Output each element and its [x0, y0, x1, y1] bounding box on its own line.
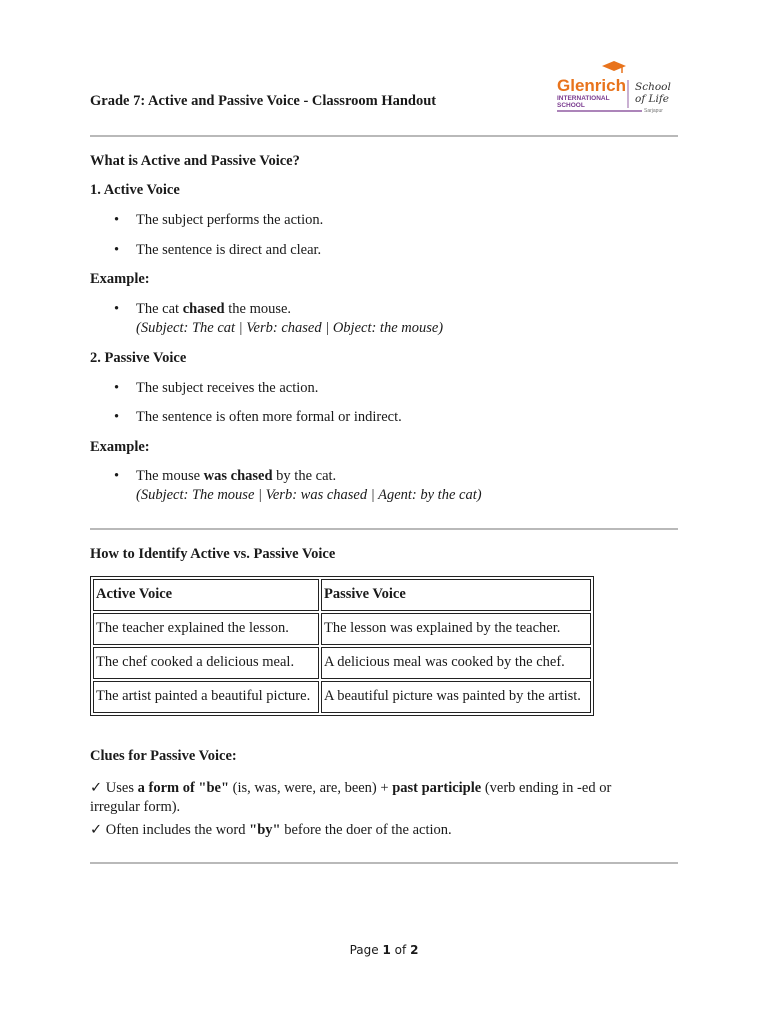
list-item: • The subject receives the action. — [114, 380, 319, 396]
table-row — [93, 681, 591, 713]
comparison-table — [90, 576, 594, 716]
table-cell: The chef cooked a delicious meal. — [93, 647, 319, 679]
active-voice-heading: 1. Active Voice — [90, 182, 180, 198]
page-title: Grade 7: Active and Passive Voice - Classroom Handout — [90, 93, 437, 109]
section-heading: What is Active and Passive Voice? — [90, 153, 300, 169]
column-header: Passive Voice — [321, 579, 591, 611]
bullet: • — [114, 242, 120, 258]
school-logo — [556, 60, 680, 118]
logo-tag1: School — [635, 81, 671, 93]
bullet: • — [114, 380, 120, 396]
clues-heading: Clues for Passive Voice: — [90, 748, 237, 764]
column-header: Active Voice — [93, 579, 319, 611]
table-cell: The artist painted a beautiful picture. — [93, 681, 319, 713]
check-icon: ✓ — [90, 822, 103, 838]
divider — [90, 135, 678, 137]
divider — [90, 528, 678, 530]
check-icon: ✓ — [90, 780, 103, 796]
logo-sub1: INTERNATIONAL — [557, 95, 610, 102]
clue-line: ✓ Often includes the word "by" before the doer of the action. — [90, 822, 452, 838]
bullet: • — [114, 212, 120, 228]
table-row — [93, 647, 591, 679]
table-cell: A beautiful picture was painted by the artist. — [321, 681, 591, 713]
bullet: • — [114, 301, 120, 317]
example-note: (Subject: The cat | Verb: chased | Object: the mouse) — [136, 320, 444, 336]
passive-example: • The mouse was chased by the cat. (Subject: The mouse | Verb: was chased | Agent: by the cat) — [114, 468, 482, 503]
logo-brand: Glenrich — [557, 76, 626, 95]
bullet: • — [114, 409, 120, 425]
table-row — [93, 613, 591, 645]
passive-voice-heading: 2. Passive Voice — [90, 350, 187, 366]
bullet: • — [114, 468, 120, 484]
table-header-row — [93, 579, 591, 611]
table-cell: A delicious meal was cooked by the chef. — [321, 647, 591, 679]
example-label: Example: — [90, 439, 150, 455]
table-cell: The teacher explained the lesson. — [93, 613, 319, 645]
list-item: • The subject performs the action. — [114, 212, 324, 228]
example-label: Example: — [90, 271, 150, 287]
list-item: • The sentence is direct and clear. — [114, 242, 322, 258]
list-item: • The sentence is often more formal or indirect. — [114, 409, 402, 425]
logo-sub2: SCHOOL — [557, 102, 585, 109]
identify-heading: How to Identify Active vs. Passive Voice — [90, 546, 336, 562]
table-cell: The lesson was explained by the teacher. — [321, 613, 591, 645]
logo-campus: Sarjapur — [644, 108, 663, 114]
divider — [90, 862, 678, 864]
active-example: • The cat chased the mouse. (Subject: The cat | Verb: chased | Object: the mouse) — [114, 301, 444, 336]
example-note: (Subject: The mouse | Verb: was chased | Agent: by the cat) — [136, 487, 482, 503]
school-logo-graphic — [556, 60, 680, 118]
clue-line: ✓ Uses a form of "be" (is, was, were, are, been) + past participle (verb ending in -ed or irregular form). — [90, 780, 612, 815]
logo-tag2: of Life — [635, 93, 669, 105]
page-number: Page 1 of 2 — [349, 943, 419, 957]
